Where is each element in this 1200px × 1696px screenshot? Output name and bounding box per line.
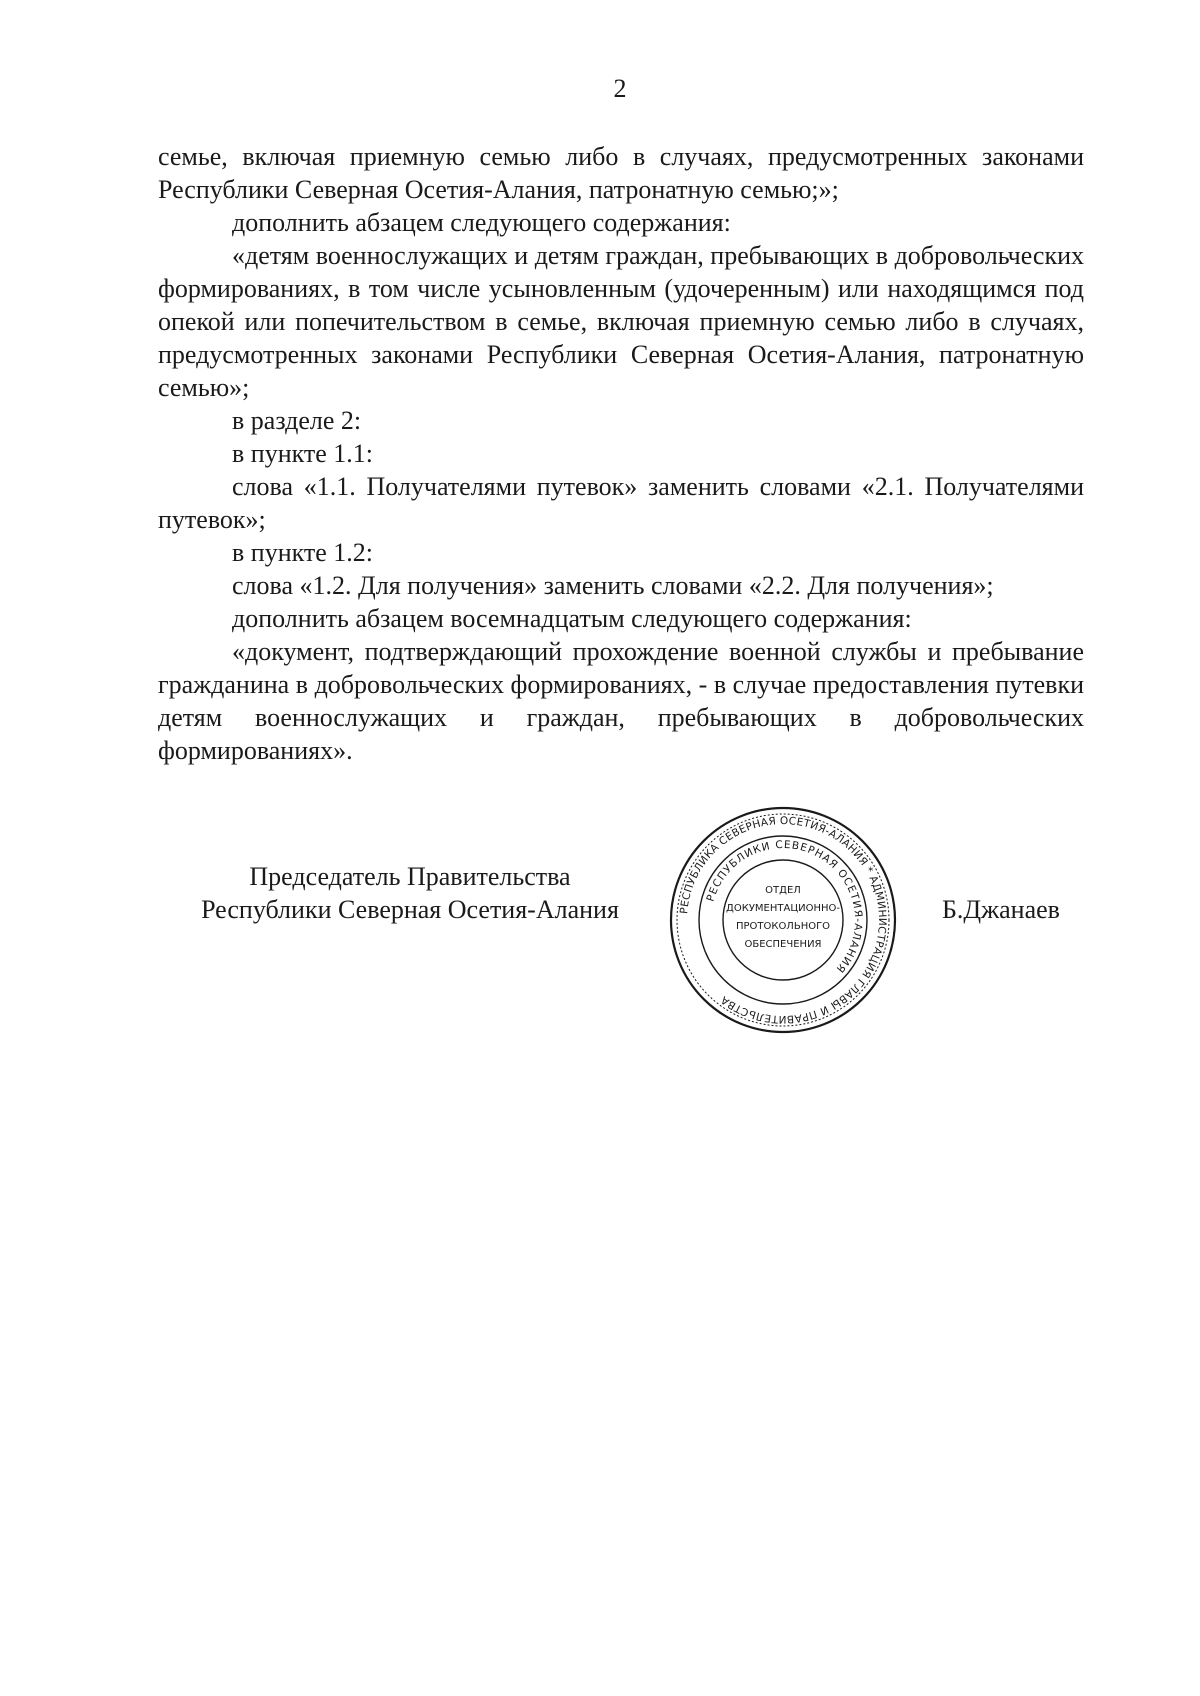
seal-center-line-4: ОБЕСПЕЧЕНИЯ bbox=[744, 939, 822, 950]
signatory-position bbox=[180, 860, 640, 926]
signatory-position-line-2: Республики Северная Осетия-Алания bbox=[201, 895, 619, 924]
paragraph: в разделе 2: bbox=[232, 406, 362, 435]
official-seal bbox=[668, 805, 898, 1035]
seal-inner-ring-text: РЕСПУБЛИКИ СЕВЕРНАЯ ОСЕТИЯ-АЛАНИЯ bbox=[704, 838, 865, 976]
paragraph: в пункте 1.2: bbox=[232, 538, 374, 567]
paragraph: «документ, подтверждающий прохождение военной службы и пребывание гражданина в добровольческих формированиях, - в случае предоставления путевки детям военнослужащих и граждан, пребывающих в добровольческих формированиях». bbox=[158, 637, 1084, 765]
seal-center-line-1: ОТДЕЛ bbox=[765, 885, 801, 896]
signatory-position-line-1: Председатель Правительства bbox=[249, 862, 571, 891]
paragraph: слова «1.1. Получателями путевок» заменить словами «2.1. Получателями путевок»; bbox=[158, 472, 1084, 534]
paragraph: дополнить абзацем следующего содержания: bbox=[232, 208, 731, 237]
seal-center-line-2: ДОКУМЕНТАЦИОННО- bbox=[726, 903, 840, 914]
paragraph: в пункте 1.1: bbox=[232, 439, 374, 468]
paragraph: «детям военнослужащих и детям граждан, пребывающих в добровольческих формированиях, в том числе усыновленным (удочеренным) или находящимся под опекой или попечительством в семье, включая приемную семью либо в случаях, предусмотренных законами Республики Северная Осетия-Алания, патронатную семью»; bbox=[158, 241, 1084, 402]
seal-outer-ring-text: РЕСПУБЛИКА СЕВЕРНАЯ ОСЕТИЯ-АЛАНИЯ * АДМИНИСТРАЦИЯ ГЛАВЫ И ПРАВИТЕЛЬСТВА bbox=[678, 814, 889, 1026]
signatory-name: Б.Джанаев bbox=[942, 895, 1060, 924]
page-number: 2 bbox=[613, 74, 627, 103]
seal-center-line-3: ПРОТОКОЛЬНОГО bbox=[735, 921, 831, 932]
document-body bbox=[158, 140, 1084, 767]
paragraph: дополнить абзацем восемнадцатым следующего содержания: bbox=[232, 604, 912, 633]
paragraph: слова «1.2. Для получения» заменить словами «2.2. Для получения»; bbox=[232, 571, 994, 600]
paragraph: семье, включая приемную семью либо в случаях, предусмотренных законами Республики Северная Осетия-Алания, патронатную семью;»; bbox=[158, 142, 1084, 204]
